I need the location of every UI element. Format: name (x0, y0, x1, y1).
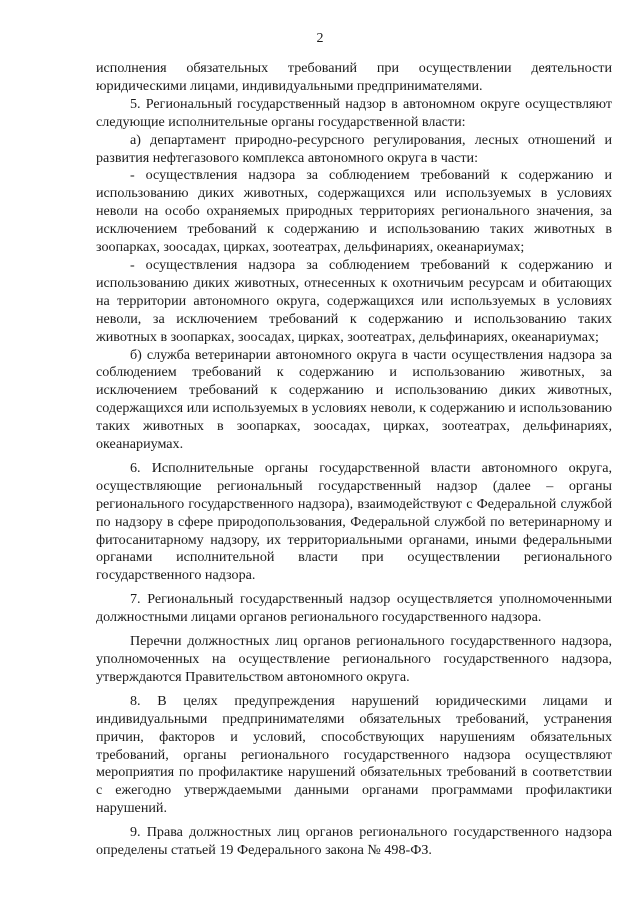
paragraph-bullet-2: - осуществления надзора за соблюдением требований к содержанию и использованию диких животных, отнесенных к охотничьим ресурсам и обитающих на территории автономного округа, содержащихся или используемых в условиях неволи, за исключением требований к содержанию и использованию таких животных в зоопарках, зоосадах, цирках, зоотеатрах, дельфинариях, океанариумах; (96, 256, 612, 345)
paragraph-officials-list: Перечни должностных лиц органов регионального государственного надзора, уполномоченных на осуществление регионального государственного надзора, утверждаются Правительством автономного округа. (96, 633, 612, 685)
document-body (96, 60, 612, 860)
paragraph-bullet-1: - осуществления надзора за соблюдением требований к содержанию и использованию диких животных, содержащихся или используемых в условиях неволи на особо охраняемых природных территориях регионального значения, за исключением требований к содержанию и использованию таких животных в зоопарках, зоосадах, цирках, зоотеатрах, дельфинариях, океанариумах; (96, 167, 612, 256)
paragraph-item-9: 9. Права должностных лиц органов регионального государственного надзора определены статьей 19 Федерального закона № 498-ФЗ. (96, 824, 612, 859)
paragraph-item-7: 7. Региональный государственный надзор осуществляется уполномоченными должностными лицами органов регионального государственного надзора. (96, 591, 612, 626)
paragraph-item-5: 5. Региональный государственный надзор в автономном округе осуществляют следующие исполнительные органы государственной власти: (96, 95, 612, 130)
paragraph-item-8: 8. В целях предупреждения нарушений юридическими лицами и индивидуальными предпринимателями обязательных требований, устранения причин, факторов и условий, способствующих нарушениям обязательных требований, органы регионального государственного надзора осуществляют мероприятия по профилактике нарушений обязательных требований в соответствии с ежегодно утверждаемыми данными органами программами профилактики нарушений. (96, 692, 612, 817)
page-number: 2 (316, 31, 324, 46)
paragraph-item-6: 6. Исполнительные органы государственной власти автономного округа, осуществляющие региональный государственный надзор (далее – органы регионального государственного надзора), взаимодействуют с Федеральной службой по надзору в сфере природопользования, Федеральной службой по ветеринарному и фитосанитарному надзору, их территориальными органами, иными федеральными органами исполнительной власти при осуществлении регионального государственного надзора. (96, 459, 612, 584)
paragraph-item-5a: а) департамент природно-ресурсного регулирования, лесных отношений и развития нефтегазового комплекса автономного округа в части: (96, 131, 612, 166)
paragraph-continuation: исполнения обязательных требований при осуществлении деятельности юридическими лицами, индивидуальными предпринимателями. (96, 60, 612, 94)
paragraph-item-5b: б) служба ветеринарии автономного округа в части осуществления надзора за соблюдением требований к содержанию и использованию животных, за исключением требований к содержанию и использованию диких животных, содержащихся или используемых в условиях неволи, к содержанию и использованию таких животных в зоопарках, зоосадах, цирках, зоотеатрах, дельфинариях, океанариумах. (96, 346, 612, 453)
